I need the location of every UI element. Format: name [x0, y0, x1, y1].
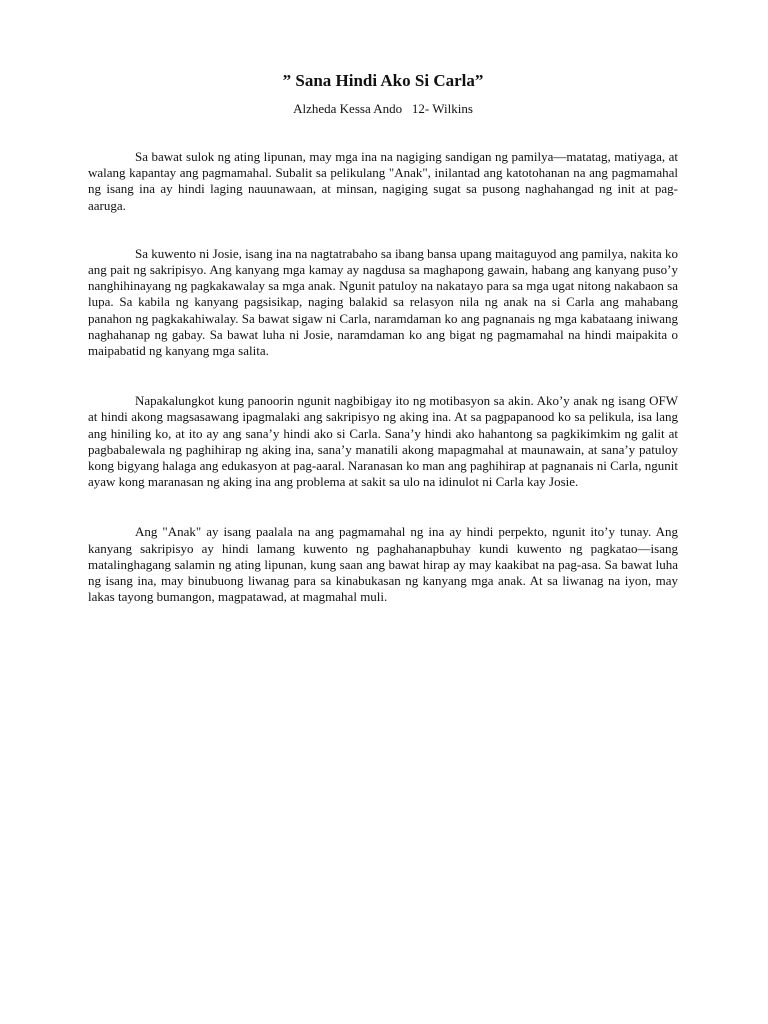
- document-page: [88, 66, 678, 605]
- paragraph-2: Sa kuwento ni Josie, isang ina na nagtatrabaho sa ibang bansa upang maitaguyod ang pamilya, nakita ko ang pait ng sakripisyo. Ang kanyang mga kamay ay nagdusa sa maghapong gawain, habang ang kanyang puso’y nanghihinayang ng pagkakawalay sa mga anak. Ngunit patuloy na nakatayo para sa mga ugat nitong nakabaon sa lupa. Sa kabila ng kanyang pagsisikap, naging balakid sa relasyon nila ng anak na si Carla ang mahabang panahon ng pagkakahiwalay. Sa bawat sigaw ni Carla, naramdaman ko ang pagnanais ng mga kabataang iniwang naghahanap ng gabay. Sa bawat luha ni Josie, naramdaman ko ang bigat ng pagmamahal na hindi maipakita o maipabatid ng kanyang mga salita.: [88, 245, 678, 359]
- document-title: ” Sana Hindi Ako Si Carla”: [282, 71, 484, 90]
- paragraph-4: Ang "Anak" ay isang paalala na ang pagmamahal ng ina ay hindi perpekto, ngunit ito’y tunay. Ang kanyang sakripisyo ay hindi lamang kuwento ng paghahanapbuhay kundi kuwento ng pagkatao—isang matalinghagang salamin ng ating lipunan, kung saan ang bawat hirap ay may kaakibat na pag-asa. Sa bawat luha ng isang ina, may binubuong liwanag para sa kinabukasan ng kanyang mga anak. At sa liwanag na iyon, may lakas tayong bumangon, magpatawad, at magmahal muli.: [88, 524, 678, 605]
- paragraph-1: Sa bawat sulok ng ating lipunan, may mga ina na nagiging sandigan ng pamilya—matatag, matiyaga, at walang kapantay ang pagmamahal. Subalit sa pelikulang "Anak", inilantad ang katotohanan na ang pagmamahal ng isang ina ay hindi laging nauunawaan, at minsan, nagiging sugat sa pusong naghahangad ng init at pag-aaruga.: [88, 149, 678, 213]
- paragraph-3: Napakalungkot kung panoorin ngunit nagbibigay ito ng motibasyon sa akin. Ako’y anak ng isang OFW at hindi akong magsasawang ipagmalaki ang sakripisyo ng aking ina. At sa pagpapanood ko sa pelikula, isa lang ang hiniling ko, at ito ay ang sana’y hindi ako si Carla. Sana’y hindi ako hahantong sa pagkikimkim ng galit at pagbabalewala ng paghihirap ng aking ina, sana’y manatili akong mapagmahal at maunawain, at sana’y patuloy kong bigyang halaga ang edukasyon at pag-aaral. Naranasan ko man ang paghihirap at pagnanais ni Carla, ngunit ayaw kong maranasan ng aking ina ang problema at sakit sa ulo na idinulot ni Carla kay Josie.: [88, 393, 678, 490]
- author-byline: Alzheda Kessa Ando 12- Wilkins: [293, 101, 473, 116]
